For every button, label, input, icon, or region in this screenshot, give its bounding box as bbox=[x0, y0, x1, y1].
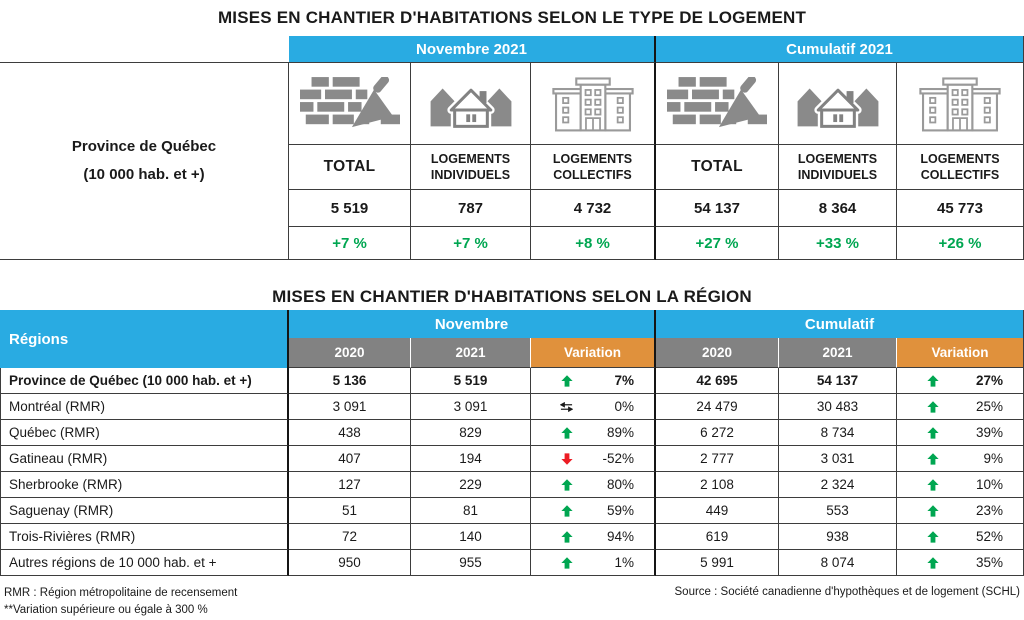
value-cell: 829 bbox=[411, 420, 531, 446]
variation-cell: +7 % bbox=[289, 227, 411, 260]
variation-cell bbox=[897, 446, 1024, 472]
value-cell: 3 031 bbox=[779, 446, 897, 472]
value-cell: 127 bbox=[289, 472, 411, 498]
category-label: LOGEMENTS COLLECTIFS bbox=[531, 145, 656, 190]
value-cell: 553 bbox=[779, 498, 897, 524]
regions-header: Régions bbox=[0, 310, 289, 368]
subheader-2021: 2021 bbox=[779, 338, 897, 368]
table1-corner-spacer bbox=[0, 36, 289, 62]
value-cell: 5 991 bbox=[656, 550, 779, 576]
value-cell: 42 695 bbox=[656, 368, 779, 394]
variation-cell: +27 % bbox=[656, 227, 779, 260]
variation-arrow bbox=[926, 426, 939, 439]
variation-arrow bbox=[926, 374, 939, 387]
variation-value: 52% bbox=[975, 529, 1003, 544]
value-cell: 140 bbox=[411, 524, 531, 550]
table2-title: MISES EN CHANTIER D'HABITATIONS SELON LA RÉGION bbox=[272, 287, 752, 306]
variation-arrow bbox=[926, 400, 939, 413]
variation-value: 94% bbox=[606, 529, 634, 544]
bricks-trowel-icon bbox=[289, 62, 411, 145]
value-cell: 3 091 bbox=[289, 394, 411, 420]
variation-value: -52% bbox=[602, 451, 634, 466]
variation-cell bbox=[897, 550, 1024, 576]
variation-value: 27% bbox=[975, 373, 1003, 388]
variation-cell bbox=[531, 498, 656, 524]
regions-table bbox=[0, 310, 1024, 576]
variation-cell bbox=[897, 394, 1024, 420]
value-cell: 6 272 bbox=[656, 420, 779, 446]
subheader-2020: 2020 bbox=[289, 338, 411, 368]
variation-value: 80% bbox=[606, 477, 634, 492]
value-cell: 45 773 bbox=[897, 190, 1024, 227]
variation-value: 10% bbox=[975, 477, 1003, 492]
subheader-2020: 2020 bbox=[656, 338, 779, 368]
region-cell: Trois-Rivières (RMR) bbox=[0, 524, 289, 550]
variation-arrow bbox=[560, 452, 573, 465]
footnotes bbox=[0, 585, 1024, 619]
category-label: LOGEMENTS COLLECTIFS bbox=[897, 145, 1024, 190]
variation-arrow bbox=[926, 452, 939, 465]
value-cell: 24 479 bbox=[656, 394, 779, 420]
variation-value: 35% bbox=[975, 555, 1003, 570]
variation-cell: +8 % bbox=[531, 227, 656, 260]
single-house-icon bbox=[779, 62, 897, 145]
variation-cell: +33 % bbox=[779, 227, 897, 260]
table1-header-novembre: Novembre 2021 bbox=[289, 36, 656, 62]
table2-header-novembre: Novembre bbox=[289, 310, 656, 338]
variation-cell: +7 % bbox=[411, 227, 531, 260]
source-note: Source : Société canadienne d'hypothèques et de logement (SCHL) bbox=[674, 586, 1020, 598]
variation-cell bbox=[531, 446, 656, 472]
table1-header-cumulatif: Cumulatif 2021 bbox=[656, 36, 1024, 62]
subheader-variation: Variation bbox=[897, 338, 1024, 368]
value-cell: 54 137 bbox=[656, 190, 779, 227]
subheader-variation: Variation bbox=[531, 338, 656, 368]
category-label: LOGEMENTS INDIVIDUELS bbox=[411, 145, 531, 190]
value-cell: 8 734 bbox=[779, 420, 897, 446]
housing-type-table bbox=[0, 36, 1024, 260]
variation-cell bbox=[897, 498, 1024, 524]
single-house-icon bbox=[411, 62, 531, 145]
value-cell: 407 bbox=[289, 446, 411, 472]
value-cell: 8 074 bbox=[779, 550, 897, 576]
value-cell: 2 777 bbox=[656, 446, 779, 472]
variation-value: 9% bbox=[983, 451, 1003, 466]
variation-arrow bbox=[926, 478, 939, 491]
variation-arrow bbox=[560, 400, 573, 413]
variation-cell bbox=[531, 524, 656, 550]
category-label: TOTAL bbox=[289, 145, 411, 190]
region-cell: Autres régions de 10 000 hab. et + bbox=[0, 550, 289, 576]
variation-arrow bbox=[560, 478, 573, 491]
variation-value: 25% bbox=[975, 399, 1003, 414]
value-cell: 619 bbox=[656, 524, 779, 550]
value-cell: 5 136 bbox=[289, 368, 411, 394]
variation-value: 89% bbox=[606, 425, 634, 440]
value-cell: 950 bbox=[289, 550, 411, 576]
apartment-building-icon bbox=[531, 62, 656, 145]
variation-arrow bbox=[560, 426, 573, 439]
value-cell: 955 bbox=[411, 550, 531, 576]
variation-arrow bbox=[560, 530, 573, 543]
value-cell: 51 bbox=[289, 498, 411, 524]
value-cell: 8 364 bbox=[779, 190, 897, 227]
value-cell: 72 bbox=[289, 524, 411, 550]
region-cell: Saguenay (RMR) bbox=[0, 498, 289, 524]
variation-arrow bbox=[560, 556, 573, 569]
subheader-2021: 2021 bbox=[411, 338, 531, 368]
value-cell: 2 108 bbox=[656, 472, 779, 498]
bricks-trowel-icon bbox=[656, 62, 779, 145]
table1-row-label bbox=[0, 62, 289, 260]
value-cell: 4 732 bbox=[531, 190, 656, 227]
table2-header-cumulatif: Cumulatif bbox=[656, 310, 1024, 338]
category-label: TOTAL bbox=[656, 145, 779, 190]
value-cell: 787 bbox=[411, 190, 531, 227]
apartment-building-icon bbox=[897, 62, 1024, 145]
region-cell: Sherbrooke (RMR) bbox=[0, 472, 289, 498]
value-cell: 194 bbox=[411, 446, 531, 472]
value-cell: 438 bbox=[289, 420, 411, 446]
value-cell: 938 bbox=[779, 524, 897, 550]
variation-cell bbox=[531, 420, 656, 446]
variation-cell bbox=[897, 420, 1024, 446]
variation-value: 39% bbox=[975, 425, 1003, 440]
variation-cell bbox=[531, 550, 656, 576]
value-cell: 5 519 bbox=[411, 368, 531, 394]
row-label-line2: (10 000 hab. et +) bbox=[83, 166, 205, 183]
variation-cell bbox=[897, 472, 1024, 498]
footnote-rmr: RMR : Région métropolitaine de recensement bbox=[4, 587, 238, 599]
value-cell: 54 137 bbox=[779, 368, 897, 394]
variation-value: 1% bbox=[614, 555, 634, 570]
variation-cell bbox=[531, 472, 656, 498]
category-label: LOGEMENTS INDIVIDUELS bbox=[779, 145, 897, 190]
variation-cell bbox=[897, 524, 1024, 550]
variation-cell bbox=[531, 394, 656, 420]
value-cell: 449 bbox=[656, 498, 779, 524]
variation-arrow bbox=[560, 374, 573, 387]
value-cell: 229 bbox=[411, 472, 531, 498]
variation-cell: +26 % bbox=[897, 227, 1024, 260]
variation-value: 0% bbox=[614, 399, 634, 414]
variation-cell bbox=[897, 368, 1024, 394]
value-cell: 81 bbox=[411, 498, 531, 524]
variation-arrow bbox=[926, 504, 939, 517]
value-cell: 2 324 bbox=[779, 472, 897, 498]
region-cell: Province de Québec (10 000 hab. et +) bbox=[0, 368, 289, 394]
table1-title: MISES EN CHANTIER D'HABITATIONS SELON LE TYPE DE LOGEMENT bbox=[217, 8, 807, 27]
region-cell: Montréal (RMR) bbox=[0, 394, 289, 420]
variation-value: 23% bbox=[975, 503, 1003, 518]
variation-arrow bbox=[560, 504, 573, 517]
region-cell: Gatineau (RMR) bbox=[0, 446, 289, 472]
value-cell: 30 483 bbox=[779, 394, 897, 420]
value-cell: 3 091 bbox=[411, 394, 531, 420]
row-label-line1: Province de Québec bbox=[71, 138, 217, 155]
value-cell: 5 519 bbox=[289, 190, 411, 227]
region-cell: Québec (RMR) bbox=[0, 420, 289, 446]
variation-value: 59% bbox=[606, 503, 634, 518]
variation-arrow bbox=[926, 530, 939, 543]
variation-value: 7% bbox=[614, 373, 634, 388]
variation-cell bbox=[531, 368, 656, 394]
footnote-variation: **Variation supérieure ou égale à 300 % bbox=[4, 604, 208, 616]
variation-arrow bbox=[926, 556, 939, 569]
